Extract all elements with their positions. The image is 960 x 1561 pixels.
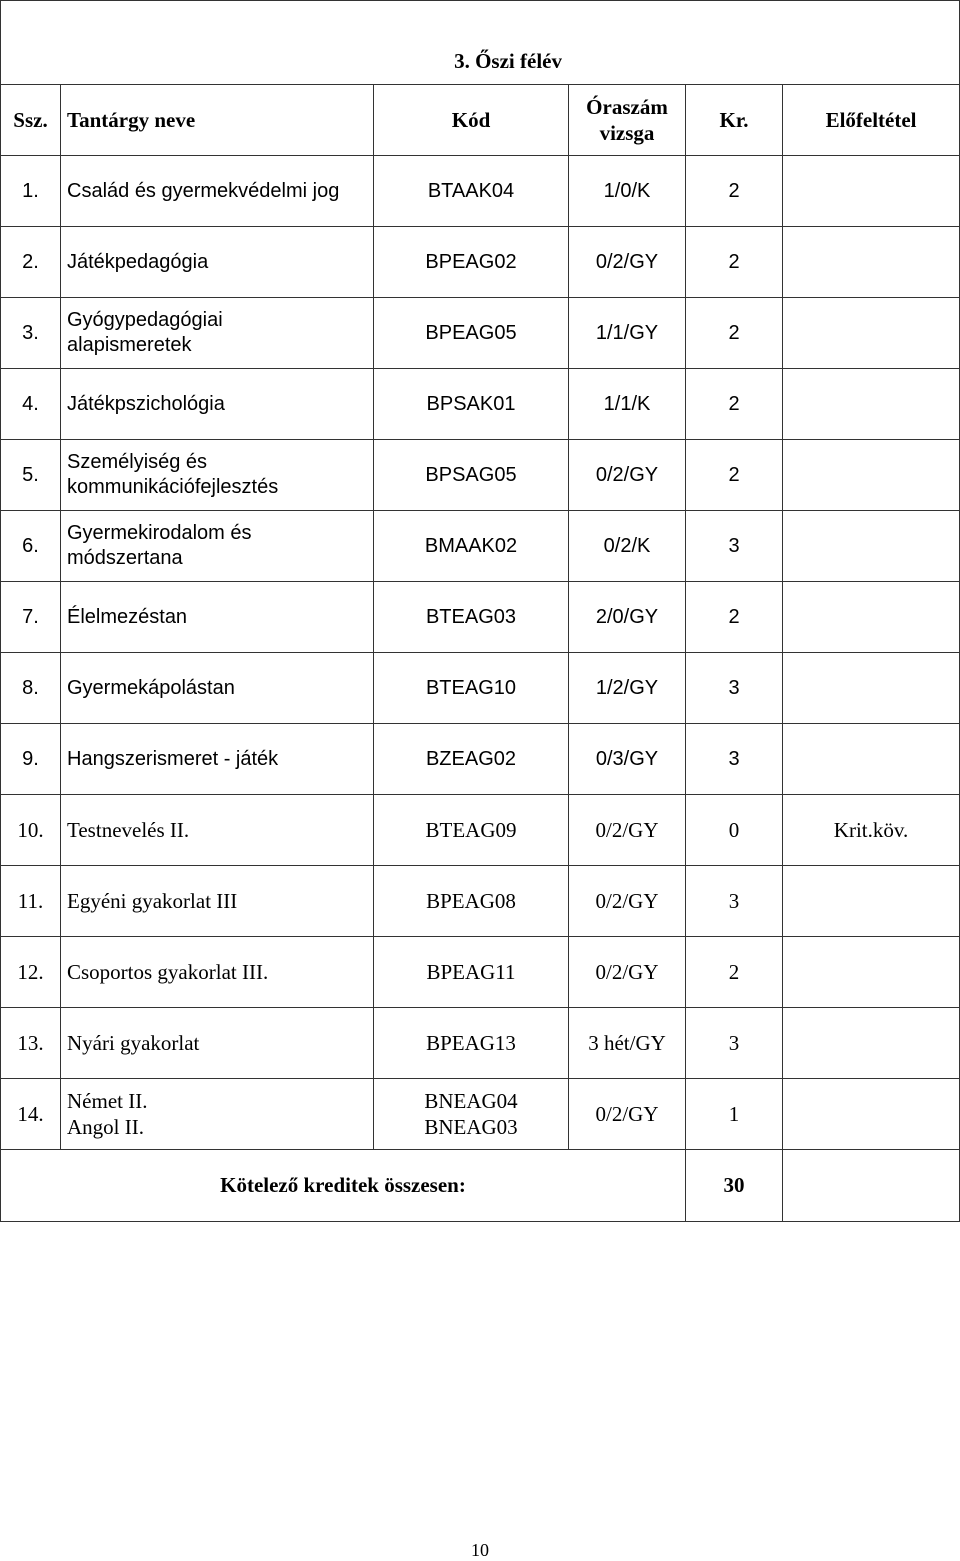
row-kr: 3 xyxy=(686,866,783,937)
row-ora: 1/1/K xyxy=(569,369,686,440)
row-kod: BTAAK04 xyxy=(374,156,569,227)
table-row xyxy=(1,866,960,937)
row-name: Testnevelés II. xyxy=(61,795,374,866)
table-row xyxy=(1,511,960,582)
row-name-line1: Gyermekirodalom és xyxy=(67,522,252,544)
row-kod-line1: BNEAG04 xyxy=(424,1088,518,1113)
row-kod: BTEAG10 xyxy=(374,653,569,724)
row-ssz: 2. xyxy=(1,227,61,298)
table-row xyxy=(1,369,960,440)
row-kr: 2 xyxy=(686,440,783,511)
row-pre xyxy=(783,582,960,653)
row-pre xyxy=(783,724,960,795)
row-name-line1: Személyiség és xyxy=(67,451,208,473)
total-row-empty-cell xyxy=(783,1150,960,1222)
row-ora: 0/2/GY xyxy=(569,866,686,937)
row-kr: 3 xyxy=(686,724,783,795)
row-kod: BTEAG09 xyxy=(374,795,569,866)
header-ssz: Ssz. xyxy=(1,85,61,156)
total-credits-value: 30 xyxy=(686,1150,783,1222)
header-row xyxy=(1,85,960,156)
row-ora: 2/0/GY xyxy=(569,582,686,653)
page-number: 10 xyxy=(471,1540,489,1560)
row-kr: 3 xyxy=(686,1008,783,1079)
row-ssz: 5. xyxy=(1,440,61,511)
title-row xyxy=(1,1,960,85)
row-pre xyxy=(783,227,960,298)
table-row xyxy=(1,937,960,1008)
row-name: Játékpedagógia xyxy=(61,227,374,298)
semester-title-cell xyxy=(1,1,960,85)
row-kr: 2 xyxy=(686,582,783,653)
table-row xyxy=(1,653,960,724)
row-name: Egyéni gyakorlat III xyxy=(61,866,374,937)
row-kod: BPEAG13 xyxy=(374,1008,569,1079)
row-name: Hangszerismeret - játék xyxy=(61,724,374,795)
header-kod: Kód xyxy=(374,85,569,156)
row-ssz: 8. xyxy=(1,653,61,724)
table-row xyxy=(1,1079,960,1150)
row-name: Csoportos gyakorlat III. xyxy=(61,937,374,1008)
row-ssz: 3. xyxy=(1,298,61,369)
row-kod: BPEAG05 xyxy=(374,298,569,369)
row-ssz: 13. xyxy=(1,1008,61,1079)
row-name: Játékpszichológia xyxy=(61,369,374,440)
row-ssz: 1. xyxy=(1,156,61,227)
row-ssz: 4. xyxy=(1,369,61,440)
row-ssz: 11. xyxy=(1,866,61,937)
row-ora: 0/2/GY xyxy=(569,1079,686,1150)
table-row xyxy=(1,227,960,298)
row-pre xyxy=(783,1079,960,1150)
row-name-line2: módszertana xyxy=(67,547,183,569)
total-credits-label: Kötelező kreditek összesen: xyxy=(1,1150,686,1222)
row-name: Élelmezéstan xyxy=(61,582,374,653)
row-ora: 0/2/K xyxy=(569,511,686,582)
row-name xyxy=(61,511,374,582)
row-name: Család és gyermekvédelmi jog xyxy=(61,156,374,227)
row-name xyxy=(61,440,374,511)
row-pre xyxy=(783,866,960,937)
row-kr: 1 xyxy=(686,1079,783,1150)
semester-title: 3. Őszi félév xyxy=(454,48,562,73)
row-ora: 1/2/GY xyxy=(569,653,686,724)
row-kod: BPSAG05 xyxy=(374,440,569,511)
header-oraszam-line1: Óraszám xyxy=(586,94,668,119)
row-kod: BPSAK01 xyxy=(374,369,569,440)
row-ora: 0/2/GY xyxy=(569,227,686,298)
table-row xyxy=(1,440,960,511)
header-elofeltetel: Előfeltétel xyxy=(783,85,960,156)
row-ora: 0/2/GY xyxy=(569,937,686,1008)
row-ora: 1/0/K xyxy=(569,156,686,227)
row-ora: 0/2/GY xyxy=(569,440,686,511)
row-kod: BTEAG03 xyxy=(374,582,569,653)
table-row xyxy=(1,724,960,795)
row-name-line1: Német II. xyxy=(67,1088,148,1113)
row-name xyxy=(61,298,374,369)
row-pre xyxy=(783,511,960,582)
row-ssz: 9. xyxy=(1,724,61,795)
row-name-line2: alapismeretek xyxy=(67,334,192,356)
row-ssz: 12. xyxy=(1,937,61,1008)
row-ssz: 7. xyxy=(1,582,61,653)
row-kr: 0 xyxy=(686,795,783,866)
table-row xyxy=(1,1008,960,1079)
row-pre xyxy=(783,156,960,227)
row-ora: 0/2/GY xyxy=(569,795,686,866)
row-kod xyxy=(374,1079,569,1150)
row-ora: 0/3/GY xyxy=(569,724,686,795)
row-kod: BPEAG02 xyxy=(374,227,569,298)
header-kr: Kr. xyxy=(686,85,783,156)
row-pre xyxy=(783,653,960,724)
row-kod-line2: BNEAG03 xyxy=(424,1115,518,1139)
row-pre: Krit.köv. xyxy=(783,795,960,866)
header-oraszam xyxy=(569,85,686,156)
row-ssz: 14. xyxy=(1,1079,61,1150)
row-pre xyxy=(783,937,960,1008)
row-name: Gyermekápolástan xyxy=(61,653,374,724)
header-name: Tantárgy neve xyxy=(61,85,374,156)
row-pre xyxy=(783,440,960,511)
row-pre xyxy=(783,298,960,369)
table-row xyxy=(1,156,960,227)
table-row xyxy=(1,582,960,653)
row-kod: BZEAG02 xyxy=(374,724,569,795)
row-kr: 3 xyxy=(686,511,783,582)
row-kod: BMAAK02 xyxy=(374,511,569,582)
row-name-line2: Angol II. xyxy=(67,1115,144,1139)
header-oraszam-line2: vizsga xyxy=(599,121,655,145)
row-name xyxy=(61,1079,374,1150)
row-ssz: 10. xyxy=(1,795,61,866)
row-ora: 3 hét/GY xyxy=(569,1008,686,1079)
row-pre xyxy=(783,1008,960,1079)
row-kr: 2 xyxy=(686,156,783,227)
row-ora: 1/1/GY xyxy=(569,298,686,369)
row-pre xyxy=(783,369,960,440)
row-kr: 2 xyxy=(686,937,783,1008)
table-row xyxy=(1,298,960,369)
row-kr: 3 xyxy=(686,653,783,724)
row-name: Nyári gyakorlat xyxy=(61,1008,374,1079)
row-kod: BPEAG11 xyxy=(374,937,569,1008)
row-name-line1: Gyógypedagógiai xyxy=(67,309,223,331)
row-name-line2: kommunikációfejlesztés xyxy=(67,476,279,498)
table-row xyxy=(1,795,960,866)
row-ssz: 6. xyxy=(1,511,61,582)
total-row xyxy=(1,1150,960,1222)
row-kod: BPEAG08 xyxy=(374,866,569,937)
row-kr: 2 xyxy=(686,227,783,298)
row-kr: 2 xyxy=(686,369,783,440)
row-kr: 2 xyxy=(686,298,783,369)
